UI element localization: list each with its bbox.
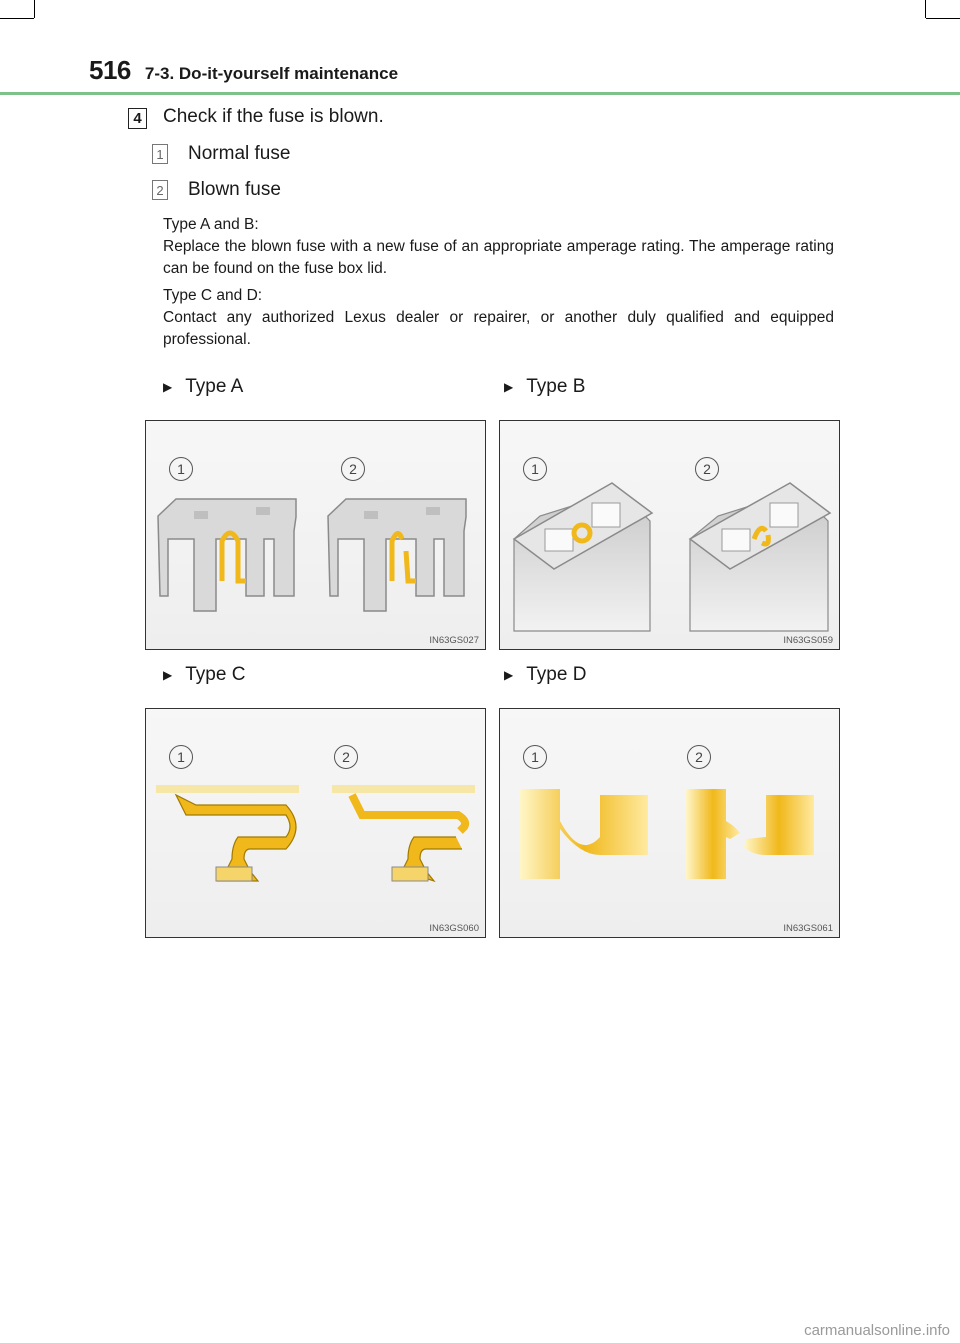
callout-2: 2 [695, 457, 719, 481]
type-label-text: Type C [185, 664, 246, 685]
watermark: carmanualsonline.info [804, 1322, 950, 1339]
callout-2: 2 [334, 745, 358, 769]
note-body: Replace the blown fuse with a new fuse of an appropriate amperage rating. The amperage rating can be found on the fuse box lid. [163, 238, 834, 277]
type-a-label [163, 376, 243, 398]
figure-code: IN63GS027 [429, 635, 479, 646]
header-rule [0, 92, 960, 95]
note-type-cd [163, 285, 834, 351]
fusible-link-illustration [146, 709, 487, 939]
figure-code: IN63GS060 [429, 923, 479, 934]
arrow-icon: ▶ [163, 380, 173, 394]
step-number-badge: 4 [128, 108, 147, 129]
item-number: 1 [152, 144, 168, 164]
blade-fuse-illustration [146, 421, 487, 651]
note-body: Contact any authorized Lexus dealer or repairer, or another duly qualified and equipped professional. [163, 309, 834, 348]
section-title: 7-3. Do-it-yourself maintenance [144, 64, 399, 83]
note-heading: Type C and D: [163, 287, 263, 304]
step-text: Check if the fuse is blown. [163, 106, 384, 127]
crop-mark [926, 18, 960, 19]
page-header [89, 55, 398, 86]
figure-type-a [145, 420, 486, 650]
item-number: 2 [152, 180, 168, 200]
callout-2: 2 [687, 745, 711, 769]
callout-2: 2 [341, 457, 365, 481]
type-d-label [504, 664, 586, 686]
figure-type-c [145, 708, 486, 938]
type-c-label [163, 664, 245, 686]
arrow-icon: ▶ [163, 668, 173, 682]
arrow-icon: ▶ [504, 380, 514, 394]
item-label: Blown fuse [188, 179, 281, 200]
item-blown-fuse [152, 179, 281, 201]
strip-fuse-illustration [500, 709, 841, 939]
crop-mark [925, 0, 926, 18]
note-type-ab [163, 214, 834, 280]
figure-code: IN63GS059 [783, 635, 833, 646]
figure-type-d [499, 708, 840, 938]
item-normal-fuse [152, 143, 290, 165]
type-b-label [504, 376, 585, 398]
figure-code: IN63GS061 [783, 923, 833, 934]
type-label-text: Type A [185, 376, 244, 397]
callout-1: 1 [523, 457, 547, 481]
type-label-text: Type D [526, 664, 587, 685]
figure-type-b [499, 420, 840, 650]
callout-1: 1 [523, 745, 547, 769]
callout-1: 1 [169, 457, 193, 481]
note-heading: Type A and B: [163, 216, 259, 233]
arrow-icon: ▶ [504, 668, 514, 682]
callout-1: 1 [169, 745, 193, 769]
crop-mark [0, 18, 34, 19]
crop-mark [34, 0, 35, 18]
page-number: 516 [89, 55, 131, 85]
item-label: Normal fuse [188, 143, 291, 164]
cartridge-fuse-illustration [500, 421, 841, 651]
type-label-text: Type B [526, 376, 586, 397]
